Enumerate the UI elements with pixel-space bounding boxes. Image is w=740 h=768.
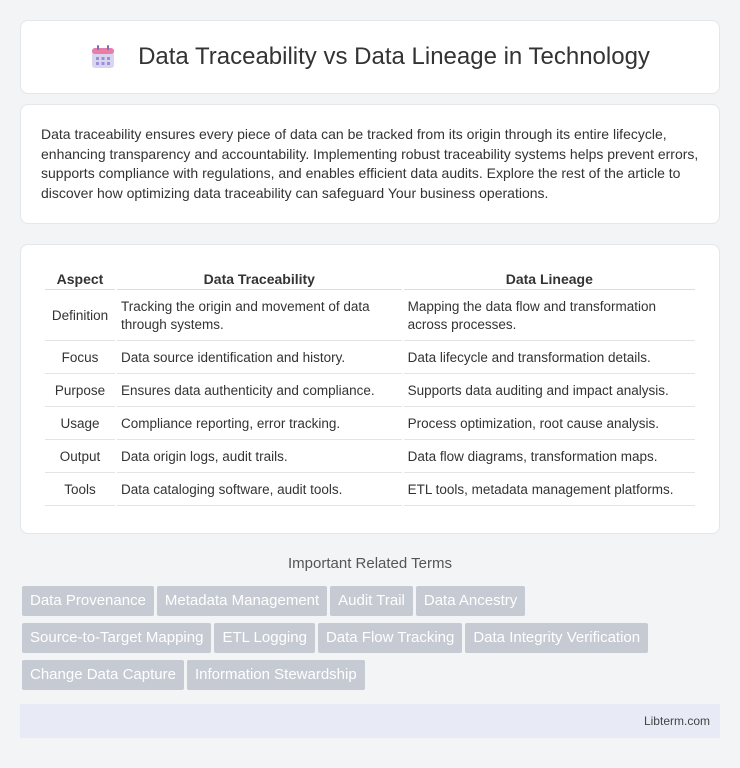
table-row — [45, 409, 695, 440]
lineage-cell: Data flow diagrams, transformation maps. — [404, 442, 695, 473]
intro-card — [20, 104, 720, 224]
tag-data-ancestry[interactable]: Data Ancestry — [416, 586, 525, 616]
tag-source-to-target-mapping[interactable]: Source-to-Target Mapping — [22, 623, 211, 653]
footer — [20, 704, 720, 738]
aspect-cell: Definition — [45, 292, 115, 341]
calendar-icon — [90, 44, 116, 70]
traceability-cell: Data origin logs, audit trails. — [117, 442, 402, 473]
comparison-card — [20, 244, 720, 534]
tag-data-provenance[interactable]: Data Provenance — [22, 586, 154, 616]
tag-etl-logging[interactable]: ETL Logging — [214, 623, 315, 653]
header-lineage: Data Lineage — [404, 267, 695, 290]
table-row — [45, 343, 695, 374]
traceability-cell: Ensures data authenticity and compliance. — [117, 376, 402, 407]
table-header-row — [45, 267, 695, 290]
tag-data-integrity-verification[interactable]: Data Integrity Verification — [465, 623, 648, 653]
aspect-cell: Tools — [45, 475, 115, 506]
lineage-cell: Data lifecycle and transformation details. — [404, 343, 695, 374]
intro-text: Data traceability ensures every piece of data can be tracked from its origin through its entire lifecycle, enhancing transparency and accountability. Implementing robust traceability systems helps prevent errors, supports compliance with regulations, and enables efficient data audits. Explore the rest of the article to discover how optimizing data traceability can safeguard Your business operations. — [41, 126, 699, 201]
page-title: Data Traceability vs Data Lineage in Technology — [138, 43, 650, 70]
traceability-cell: Compliance reporting, error tracking. — [117, 409, 402, 440]
tag-information-stewardship[interactable]: Information Stewardship — [187, 660, 365, 690]
tag-change-data-capture[interactable]: Change Data Capture — [22, 660, 184, 690]
traceability-cell: Data source identification and history. — [117, 343, 402, 374]
table-row — [45, 292, 695, 341]
comparison-table — [43, 265, 697, 508]
lineage-cell: Supports data auditing and impact analysis. — [404, 376, 695, 407]
table-row — [45, 376, 695, 407]
traceability-cell: Tracking the origin and movement of data through systems. — [117, 292, 402, 341]
aspect-cell: Output — [45, 442, 115, 473]
header-aspect: Aspect — [45, 267, 115, 290]
related-terms-tags — [22, 586, 722, 697]
aspect-cell: Focus — [45, 343, 115, 374]
tag-audit-trail[interactable]: Audit Trail — [330, 586, 413, 616]
lineage-cell: Process optimization, root cause analysis. — [404, 409, 695, 440]
traceability-cell: Data cataloging software, audit tools. — [117, 475, 402, 506]
tag-data-flow-tracking[interactable]: Data Flow Tracking — [318, 623, 462, 653]
table-row — [45, 475, 695, 506]
title-card — [20, 20, 720, 94]
table-row — [45, 442, 695, 473]
lineage-cell: ETL tools, metadata management platforms. — [404, 475, 695, 506]
header-traceability: Data Traceability — [117, 267, 402, 290]
related-terms-title: Important Related Terms — [288, 555, 452, 572]
tag-metadata-management[interactable]: Metadata Management — [157, 586, 327, 616]
footer-site[interactable]: Libterm.com — [643, 714, 710, 728]
lineage-cell: Mapping the data flow and transformation across processes. — [404, 292, 695, 341]
aspect-cell: Purpose — [45, 376, 115, 407]
aspect-cell: Usage — [45, 409, 115, 440]
